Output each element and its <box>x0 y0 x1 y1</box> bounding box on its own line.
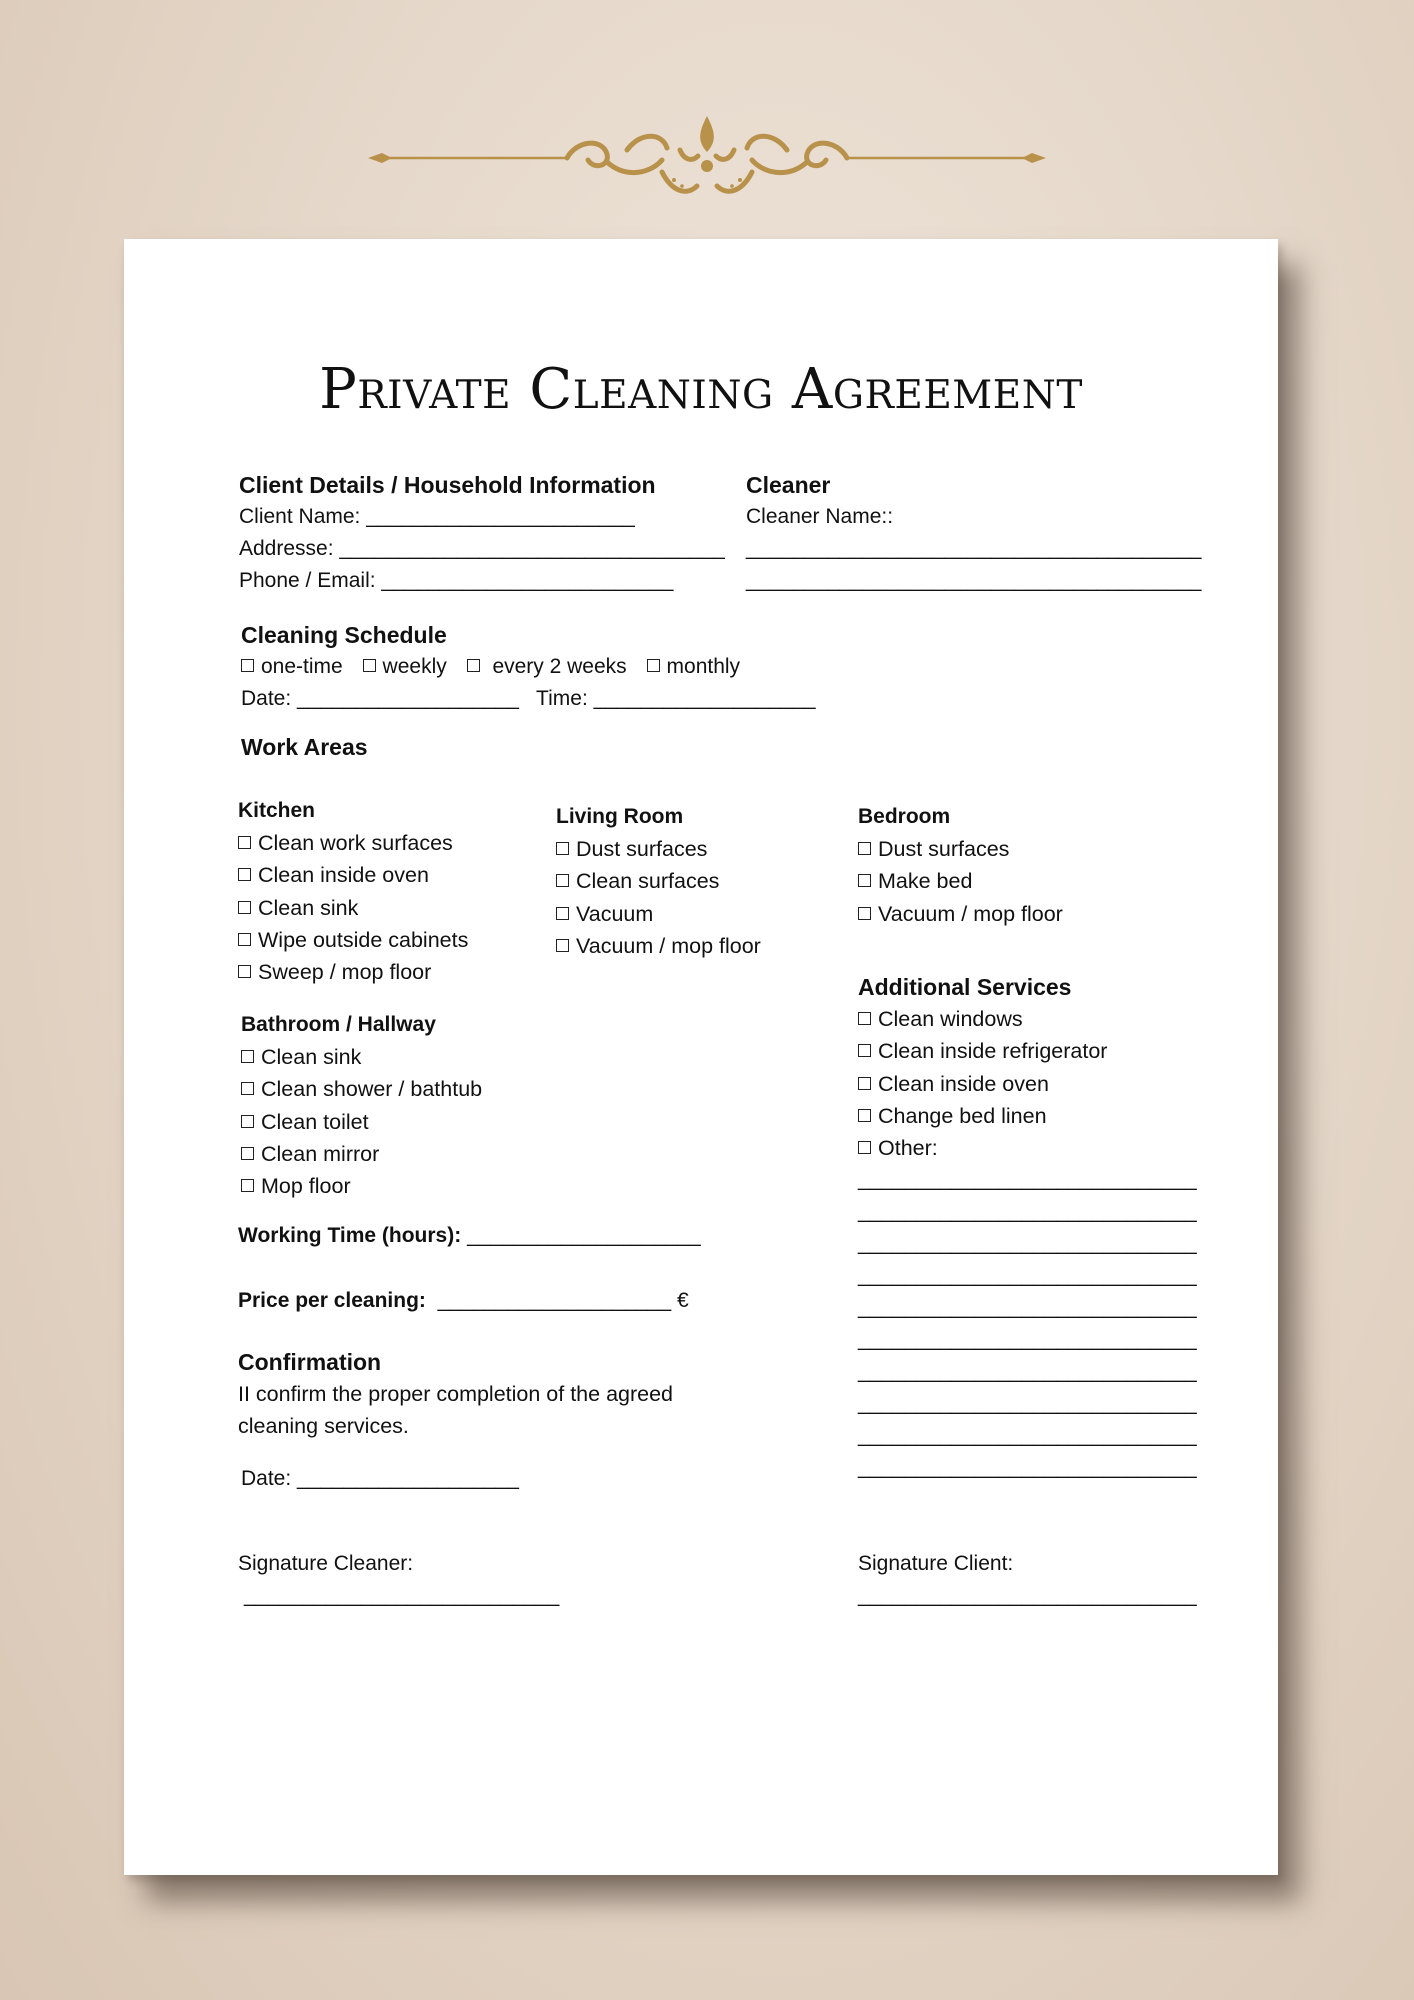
checkbox-icon <box>556 939 569 952</box>
cleaning-schedule-heading: Cleaning Schedule <box>241 622 447 648</box>
agreement-sheet <box>124 239 1278 1875</box>
checkbox-icon <box>858 1077 871 1090</box>
client-details-heading: Client Details / Household Information <box>239 472 656 498</box>
living-room-section <box>556 801 761 962</box>
document-title: Private Cleaning Agreement <box>319 357 1083 422</box>
address-field[interactable]: Addresse: _________________________________ <box>239 537 725 560</box>
checklist-item[interactable]: Vacuum <box>556 898 761 930</box>
cleaner-blank-line[interactable]: _______________________________________ <box>746 569 1202 592</box>
checkbox-icon <box>858 1044 871 1057</box>
cleaner-name-field[interactable]: Cleaner Name:: <box>746 505 894 528</box>
working-time-label: Working Time (hours): <box>238 1224 462 1247</box>
living-room-heading: Living Room <box>556 805 684 828</box>
checkbox-icon <box>241 659 254 672</box>
phone-email-field[interactable]: Phone / Email: _________________________ <box>239 569 674 592</box>
schedule-option-one-time[interactable]: one-time <box>241 655 343 678</box>
signature-client-line[interactable]: _____________________________ <box>858 1584 1197 1607</box>
price-blank: ____________________ € <box>425 1289 689 1312</box>
checklist-item[interactable]: Clean work surfaces <box>238 827 468 859</box>
price-label: Price per cleaning: <box>238 1289 426 1312</box>
checklist-item[interactable]: Clean inside oven <box>858 1068 1197 1100</box>
checklist-item[interactable]: Clean inside refrigerator <box>858 1035 1197 1067</box>
other-blank-line[interactable]: _____________________________ <box>858 1424 1197 1448</box>
checklist-item[interactable]: Clean windows <box>858 1003 1197 1035</box>
price-field[interactable] <box>238 1285 689 1317</box>
kitchen-heading: Kitchen <box>238 799 316 822</box>
other-blank-line[interactable]: _____________________________ <box>858 1456 1197 1480</box>
checkbox-icon <box>238 901 251 914</box>
working-time-blank: ____________________ <box>461 1224 701 1247</box>
signature-client-label: Signature Client: <box>858 1552 1014 1575</box>
schedule-option-every-2-weeks[interactable]: every 2 weeks <box>467 655 627 678</box>
checkbox-icon <box>238 933 251 946</box>
signature-cleaner-line[interactable]: ___________________________ <box>244 1584 560 1607</box>
signature-client-section <box>858 1548 1197 1612</box>
checklist-item[interactable]: Dust surfaces <box>858 833 1063 865</box>
other-blank-line[interactable]: _____________________________ <box>858 1200 1197 1224</box>
bathroom-hallway-heading: Bathroom / Hallway <box>241 1013 436 1036</box>
checklist-item[interactable]: Clean toilet <box>241 1106 482 1138</box>
checklist-item[interactable]: Clean sink <box>238 892 468 924</box>
checkbox-icon <box>556 874 569 887</box>
checkbox-icon <box>858 1109 871 1122</box>
other-blank-line[interactable]: _____________________________ <box>858 1232 1197 1256</box>
checkbox-icon <box>858 907 871 920</box>
schedule-option-weekly[interactable]: weekly <box>363 655 447 678</box>
checkbox-icon <box>238 868 251 881</box>
checklist-item[interactable]: Sweep / mop floor <box>238 956 468 988</box>
schedule-option-monthly[interactable]: monthly <box>647 655 741 678</box>
checklist-item[interactable]: Vacuum / mop floor <box>858 898 1063 930</box>
checklist-item[interactable]: Change bed linen <box>858 1100 1197 1132</box>
checklist-item[interactable]: Clean mirror <box>241 1138 482 1170</box>
checkbox-icon <box>858 1141 871 1154</box>
checklist-item[interactable]: Clean shower / bathtub <box>241 1073 482 1105</box>
client-name-field[interactable]: Client Name: _______________________ <box>239 505 635 528</box>
confirmation-text: II confirm the proper completion of the agreed cleaning services. <box>238 1382 674 1438</box>
checklist-item[interactable]: Wipe outside cabinets <box>238 924 468 956</box>
cleaning-schedule-section <box>241 619 816 715</box>
checklist-item[interactable]: Other: <box>858 1132 1197 1164</box>
other-blank-line[interactable]: _____________________________ <box>858 1168 1197 1192</box>
signature-cleaner-section <box>238 1548 559 1612</box>
checkbox-icon <box>556 907 569 920</box>
checklist-item[interactable]: Make bed <box>858 865 1063 897</box>
checkbox-icon <box>647 659 660 672</box>
kitchen-section <box>238 795 468 988</box>
checkbox-icon <box>363 659 376 672</box>
other-blank-line[interactable]: _____________________________ <box>858 1264 1197 1288</box>
checklist-item[interactable]: Mop floor <box>241 1170 482 1202</box>
checklist-item[interactable]: Dust surfaces <box>556 833 761 865</box>
checkbox-icon <box>238 965 251 978</box>
cleaner-heading: Cleaner <box>746 472 831 498</box>
checkbox-icon <box>858 1012 871 1025</box>
checklist-item[interactable]: Clean inside oven <box>238 859 468 891</box>
other-blank-line[interactable]: _____________________________ <box>858 1360 1197 1384</box>
checklist-item[interactable]: Vacuum / mop floor <box>556 930 761 962</box>
gold-flourish-ornament <box>362 110 1052 210</box>
checkbox-icon <box>858 874 871 887</box>
work-areas-heading: Work Areas <box>241 734 368 760</box>
checklist-item[interactable]: Clean surfaces <box>556 865 761 897</box>
bedroom-heading: Bedroom <box>858 805 951 828</box>
checkbox-icon <box>241 1147 254 1160</box>
cleaner-section <box>746 469 1202 597</box>
checkbox-icon <box>238 836 251 849</box>
other-blank-line[interactable]: _____________________________ <box>858 1296 1197 1320</box>
checklist-item[interactable]: Clean sink <box>241 1041 482 1073</box>
confirmation-heading: Confirmation <box>238 1349 382 1375</box>
additional-services-heading: Additional Services <box>858 974 1072 1000</box>
bedroom-section <box>858 801 1063 930</box>
checkbox-icon <box>241 1082 254 1095</box>
checkbox-icon <box>241 1179 254 1192</box>
checkbox-icon <box>241 1115 254 1128</box>
other-blank-line[interactable]: _____________________________ <box>858 1392 1197 1416</box>
checkbox-icon <box>467 659 480 672</box>
checkbox-icon <box>858 842 871 855</box>
cleaner-blank-line[interactable]: _______________________________________ <box>746 537 1202 560</box>
other-blank-line[interactable]: _____________________________ <box>858 1328 1197 1352</box>
working-time-field[interactable] <box>238 1220 701 1252</box>
schedule-options <box>241 651 816 683</box>
client-details-section <box>239 469 725 597</box>
checkbox-icon <box>241 1050 254 1063</box>
signature-cleaner-label: Signature Cleaner: <box>238 1552 414 1575</box>
additional-services-section <box>858 971 1197 1484</box>
date-time-field[interactable]: Date: ___________________ Time: ___________________ <box>241 687 816 710</box>
confirmation-date-field[interactable]: Date: ___________________ <box>241 1467 519 1490</box>
checkbox-icon <box>556 842 569 855</box>
confirmation-section <box>238 1346 758 1442</box>
bathroom-hallway-section <box>241 1009 482 1202</box>
